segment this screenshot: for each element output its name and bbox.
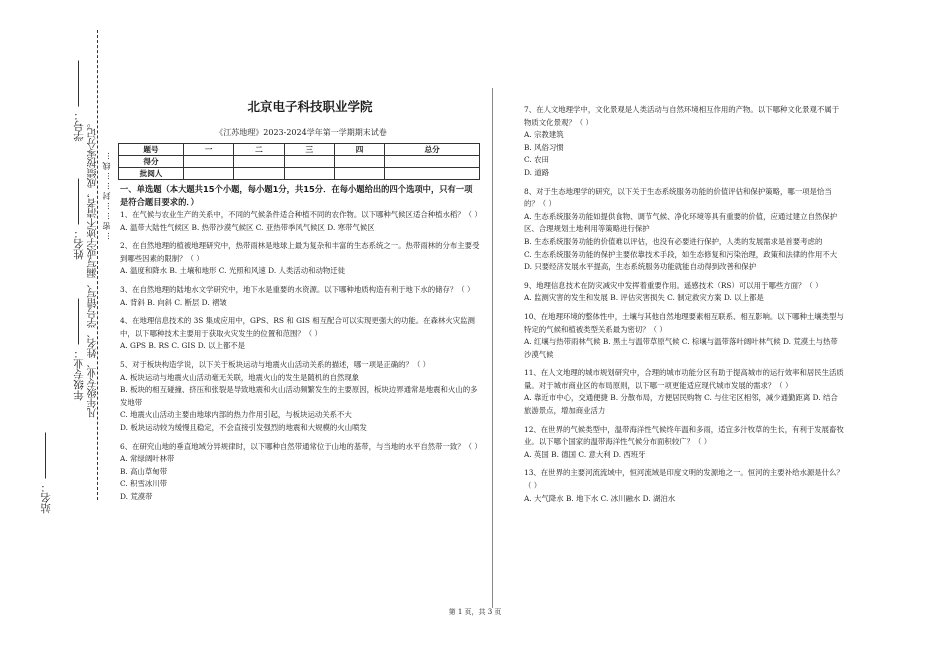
question-option[interactable]: D. 道路 <box>524 167 550 177</box>
score-header-cell: 题号 <box>119 144 184 156</box>
right-question-column <box>524 104 844 511</box>
question-option[interactable]: A. 红壤与热带雨林气候 B. 黑土与温带草原气候 C. 棕壤与温带落叶阔叶林气候 D. 荒漠土与热带沙漠气候 <box>524 337 838 359</box>
question-block <box>524 424 844 462</box>
question-block <box>524 280 844 305</box>
score-cell[interactable] <box>284 156 334 168</box>
name-label: 姓名： <box>73 228 85 260</box>
school-title: 北京电子科技职业学院 <box>247 99 373 114</box>
question-block <box>524 467 844 505</box>
question-block <box>120 240 482 278</box>
grader-row-label: 批阅人 <box>119 168 184 180</box>
score-row <box>119 156 480 168</box>
question-option[interactable]: B. 板块的相互碰撞、挤压和张裂是导致地震和火山活动频繁发生的主要原因，板块边界通常是地震和火山的多发地带 <box>120 385 478 407</box>
question-option[interactable]: B. 风俗习惯 <box>524 142 564 152</box>
question-block <box>120 359 482 435</box>
question-block <box>120 315 482 353</box>
score-table <box>118 143 480 180</box>
student-id-field[interactable] <box>73 58 86 142</box>
question-option[interactable]: C. 生态系统服务功能的保护主要依靠技术手段，如生态修复和污染治理，政策和法律的作用不大 <box>524 249 838 259</box>
grader-cell[interactable] <box>334 168 384 180</box>
question-stem: 5、对于板块构造学说，以下关于板块运动与地震火山活动关系的描述，哪一项是正确的？（ ） <box>120 359 431 369</box>
question-option[interactable]: A. 英国 B. 德国 C. 意大利 D. 西班牙 <box>524 449 646 459</box>
score-cell[interactable] <box>334 156 384 168</box>
question-option[interactable]: D. 只要经济发展水平提高，生态系统服务功能就能自动得到改善和保护 <box>524 262 757 272</box>
score-header-cell: 总分 <box>385 144 480 156</box>
question-block <box>524 311 844 361</box>
question-option[interactable]: A. 生态系统服务功能如提供食物、调节气候、净化环境等具有重要的价值，应通过建立自然保护区、合理规划土地利用等策略进行保护 <box>524 211 838 234</box>
question-stem: 2、在自然地理的植被地理研究中，热带雨林是地球上最为复杂和丰富的生态系统之一。热带雨林的分布主要受到哪些因素的限制？（ ） <box>120 241 480 263</box>
question-stem: 7、在人文地理学中，文化景观是人类活动与自然环境相互作用的产物。以下哪种文化景观不属于物质文化景观？（ ） <box>524 105 840 127</box>
score-header-cell: 二 <box>234 144 284 156</box>
question-block <box>524 104 844 180</box>
question-stem: 4、在地理信息技术的 3S 集成应用中，GPS、RS 和 GIS 相互配合可以实现更强大的功能。在森林火灾监测中，以下哪种技术主要用于获取火灾发生的位置和范围？（ ） <box>120 316 475 338</box>
exam-title: 《江苏地理》2023-2024学年第一学期期末试卷 <box>215 128 387 137</box>
question-option[interactable]: A. 靠近市中心，交通便捷 B. 分散布局，方便居民购物 C. 与住宅区相邻，减少通勤距离 D. 结合旅游景点，增加商业活力 <box>524 393 838 416</box>
site-label: 站名： <box>40 482 52 514</box>
score-header-cell: 三 <box>284 144 334 156</box>
question-option[interactable]: C. 地震火山活动主要由地球内部的热力作用引起，与板块运动关系不大 <box>120 410 352 420</box>
question-option[interactable]: C. 积雪冰川带 <box>120 479 168 489</box>
question-option[interactable]: A. 背斜 B. 向斜 C. 断层 D. 褶皱 <box>120 297 227 307</box>
section-title: 一、单选题（本大题共15个小题，每小题1分，共15分．在每小题给出的四个选项中，只有一项是符合题目要求的．） <box>120 184 473 207</box>
major-label: 年级专业： <box>73 348 85 401</box>
question-option[interactable]: A. 宗教建筑 <box>524 130 564 140</box>
question-option[interactable]: A. 大气降水 B. 地下水 C. 冰川融水 D. 湖泊水 <box>524 493 676 503</box>
score-cell[interactable] <box>184 156 234 168</box>
question-stem: 13、在世界的主要河流流域中，恒河流域是印度文明的发源地之一。恒河的主要补给水源是什么？（ ） <box>524 468 844 491</box>
score-cell[interactable] <box>234 156 284 168</box>
major-field[interactable] <box>73 296 86 401</box>
question-option[interactable]: A. 常绿阔叶林带 <box>120 454 175 464</box>
question-block <box>120 284 482 309</box>
question-option[interactable]: D. 荒漠带 <box>120 491 153 501</box>
column-divider <box>492 88 493 608</box>
left-question-column <box>120 209 482 509</box>
question-stem: 6、在研究山地的垂直地域分异规律时，以下哪种自然带通常位于山地的基带，与当地的水平自然带一致？（ ） <box>120 441 482 451</box>
question-option[interactable]: D. 板块运动较为缓慢且稳定，不会直接引发强烈的地震和大规模的火山喷发 <box>120 422 367 432</box>
question-option[interactable]: A. GPS B. RS C. GIS D. 以上都不是 <box>120 341 246 351</box>
question-block <box>524 186 844 274</box>
name-field[interactable] <box>73 176 86 260</box>
question-option[interactable]: B. 高山草甸带 <box>120 466 168 476</box>
score-table-header <box>119 144 480 156</box>
score-cell[interactable] <box>385 156 480 168</box>
question-stem: 1、在气候与农业生产的关系中，不同的气候条件适合种植不同的农作物。以下哪种气候区适合种植水稻？（ ） <box>120 210 482 219</box>
score-header-cell: 一 <box>184 144 234 156</box>
question-stem: 9、地理信息技术在防灾减灾中发挥着重要作用。遥感技术（RS）可以用于哪些方面？（ ） <box>524 280 823 290</box>
question-option[interactable]: A. 板块运动与地震火山活动毫无关联，地震火山的发生是随机的自然现象 <box>120 372 360 382</box>
question-stem: 8、对于生态地理学的研究，以下关于生态系统服务功能的价值评估和保护策略，哪一项是恰当的？（ ） <box>524 186 832 209</box>
grader-cell[interactable] <box>234 168 284 180</box>
grader-cell[interactable] <box>184 168 234 180</box>
question-option[interactable]: C. 农田 <box>524 155 549 165</box>
question-option[interactable]: A. 监测灾害的发生和发展 B. 评估灾害损失 C. 制定救灾方案 D. 以上都是 <box>524 293 764 303</box>
student-id-label: 学号： <box>73 110 85 142</box>
question-block <box>120 441 482 504</box>
score-row-label: 得分 <box>119 156 184 168</box>
score-header-cell: 四 <box>334 144 384 156</box>
grader-cell[interactable] <box>385 168 480 180</box>
grader-row <box>119 168 480 180</box>
question-option[interactable]: B. 生态系统服务功能的价值难以评估，也没有必要进行保护，人类的发展需求是首要考虑的 <box>524 236 823 246</box>
site-field[interactable] <box>40 430 53 514</box>
question-stem: 11、在人文地理的城市规划研究中，合理的城市功能分区有助于提高城市的运行效率和居民生活质量。对于城市商业区的布局原则，以下哪一项更能适应现代城市发展的需求？（ ） <box>524 368 844 390</box>
question-stem: 3、在自然地理的陆地水文学研究中，地下水是重要的水资源。以下哪种地质构造有利于地下水的储存？（ ） <box>120 284 475 294</box>
page-footer: 第 1 页，共 3 页 <box>448 608 502 616</box>
question-block <box>524 367 844 417</box>
grader-cell[interactable] <box>284 168 334 180</box>
question-option[interactable]: A. 温度和降水 B. 土壤和地形 C. 光照和风速 D. 人类活动和动物迁徙 <box>120 266 346 276</box>
question-block <box>120 209 482 234</box>
question-option[interactable]: A. 温带大陆性气候区 B. 热带沙漠气候区 C. 亚热带季风气候区 D. 寒带气候区 <box>120 222 375 232</box>
question-stem: 12、在世界的气候类型中，温带海洋性气候终年温和多雨，适宜多汁牧草的生长，有利于发展畜牧业。以下哪个国家的温带海洋性气候分布面积较广？（ ） <box>524 424 844 447</box>
question-stem: 10、在地理环境的整体性中，土壤与其他自然地理要素相互联系、相互影响。以下哪种土壤类型与特定的气候和植被类型关系最为密切？（ ） <box>524 311 844 334</box>
seal-text: …密……封……线… <box>102 150 111 240</box>
binding-warning: 凡年级专业、姓名、学号错写、漏写或字迹不清者，成绩按零分记。 <box>88 118 99 418</box>
